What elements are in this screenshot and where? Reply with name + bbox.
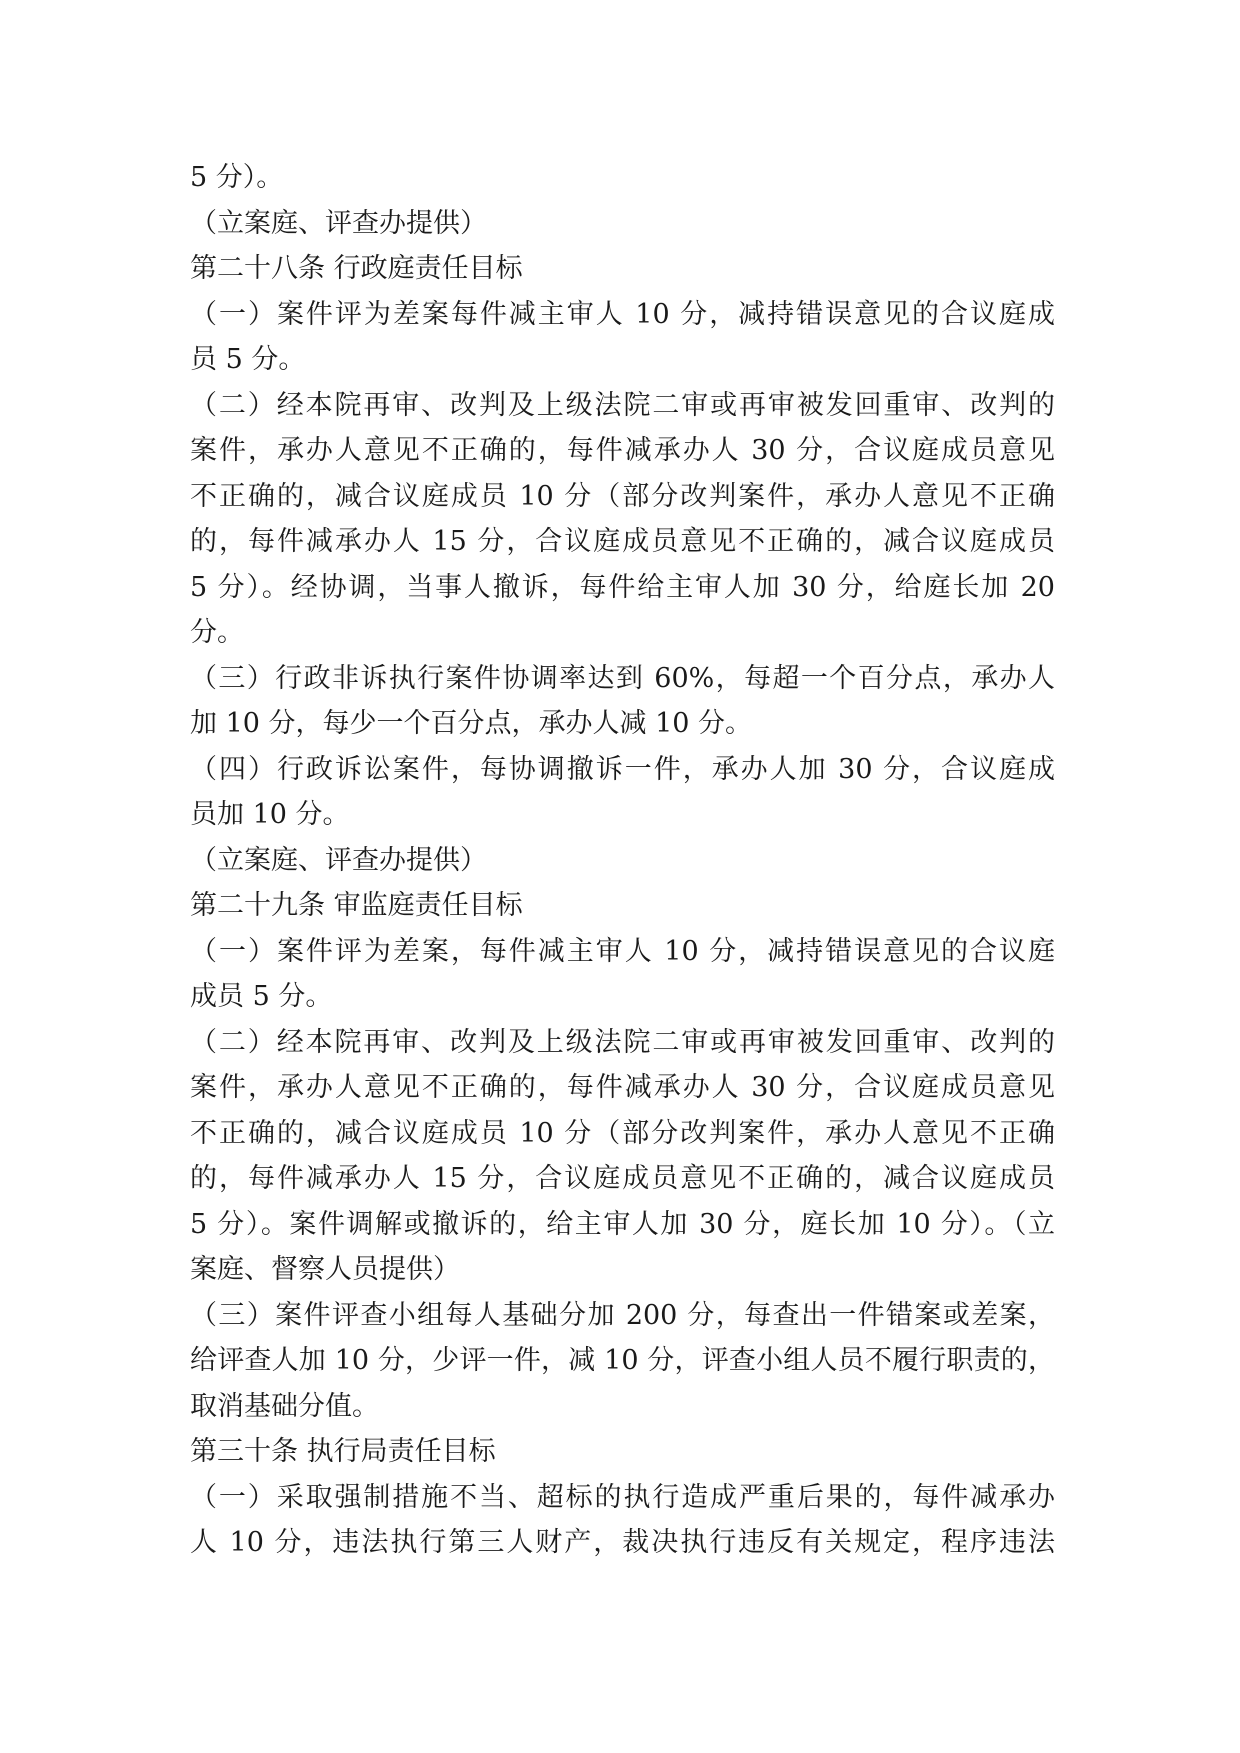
text-line: 成员 5 分。: [190, 981, 333, 1012]
text-line: 案庭、督察人员提供）: [190, 1254, 460, 1285]
text-line: 案件，承办人意见不正确的，每件减承办人 30 分，合议庭成员意见: [190, 1072, 1055, 1103]
text-line: 给评查人加 10 分，少评一件，减 10 分，评查小组人员不履行职责的，: [190, 1345, 1055, 1376]
text-line: 的，每件减承办人 15 分，合议庭成员意见不正确的，减合议庭成员: [190, 1163, 1055, 1194]
text-line: 不正确的，减合议庭成员 10 分（部分改判案件，承办人意见不正确: [190, 480, 1055, 512]
text-line: 分。: [190, 617, 244, 648]
text-line: 5 分）。: [190, 162, 284, 193]
text-line: 的，每件减承办人 15 分，合议庭成员意见不正确的，减合议庭成员: [190, 526, 1055, 557]
text-line: 员 5 分。: [190, 344, 306, 375]
document-page: [190, 155, 1055, 1566]
text-line: 不正确的，减合议庭成员 10 分（部分改判案件，承办人意见不正确: [190, 1117, 1055, 1149]
text-line: （四）行政诉讼案件，每协调撤诉一件，承办人加 30 分，合议庭成: [190, 753, 1055, 785]
text-line: 5 分）。案件调解或撤诉的，给主审人加 30 分，庭长加 10 分）。（立: [190, 1208, 1055, 1240]
text-line: 员加 10 分。: [190, 799, 350, 830]
text-line: （立案庭、评查办提供）: [190, 207, 487, 239]
text-line: （一）案件评为差案，每件减主审人 10 分，减持错误意见的合议庭: [190, 935, 1055, 967]
text-line: （二）经本院再审、改判及上级法院二审或再审被发回重审、改判的: [190, 1026, 1055, 1058]
text-line: 加 10 分，每少一个百分点，承办人减 10 分。: [190, 708, 753, 739]
text-line: （立案庭、评查办提供）: [190, 844, 487, 876]
text-line: （一）采取强制措施不当、超标的执行造成严重后果的，每件减承办: [190, 1481, 1055, 1513]
text-line: （一）案件评为差案每件减主审人 10 分，减持错误意见的合议庭成: [190, 298, 1055, 330]
text-line: 人 10 分，违法执行第三人财产，裁决执行违反有关规定，程序违法: [190, 1527, 1055, 1558]
text-line: （三）案件评查小组每人基础分加 200 分，每查出一件错案或差案，: [190, 1299, 1055, 1331]
text-line: 取消基础分值。: [190, 1390, 379, 1422]
article-heading: 第二十九条 审监庭责任目标: [190, 890, 523, 921]
article-heading: 第二十八条 行政庭责任目标: [190, 253, 523, 284]
article-heading: 第三十条 执行局责任目标: [190, 1436, 496, 1467]
text-line: （二）经本院再审、改判及上级法院二审或再审被发回重审、改判的: [190, 389, 1055, 421]
text-line: 案件，承办人意见不正确的，每件减承办人 30 分，合议庭成员意见: [190, 435, 1055, 466]
text-line: 5 分）。经协调，当事人撤诉，每件给主审人加 30 分，给庭长加 20: [190, 571, 1055, 603]
text-line: （三）行政非诉执行案件协调率达到 60%，每超一个百分点，承办人: [190, 662, 1055, 694]
